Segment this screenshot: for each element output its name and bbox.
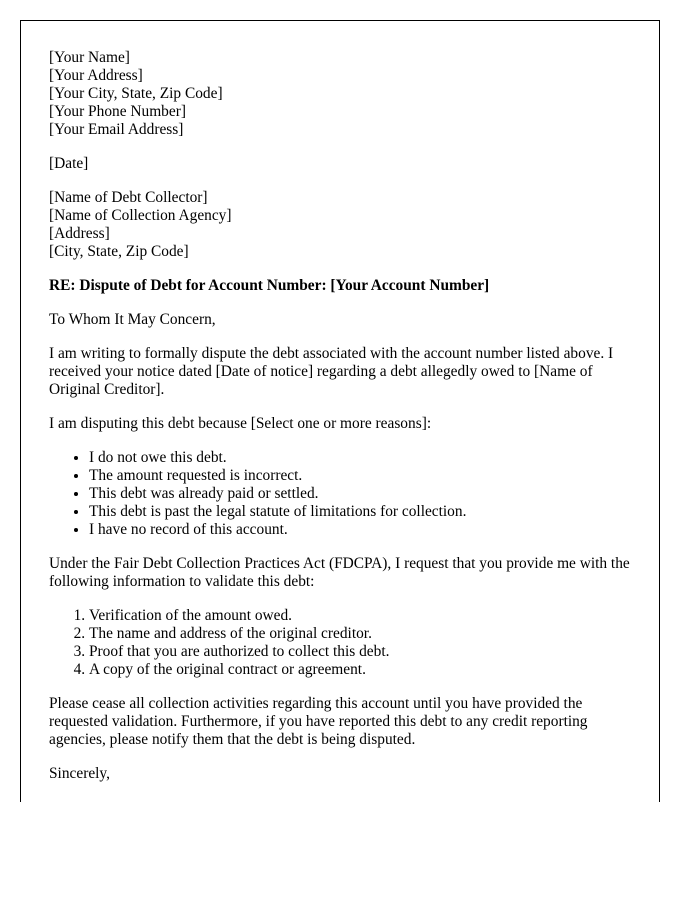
recipient-block [49, 189, 639, 261]
reasons-intro: I am disputing this debt because [Select one or more reasons]: [49, 415, 432, 432]
reason-item: • I do not owe this debt. [89, 449, 639, 467]
sender-address: [Your Address] [49, 67, 143, 84]
recipient-collector: [Name of Debt Collector] [49, 189, 208, 206]
date-block [49, 155, 639, 173]
validation-list [49, 607, 639, 679]
recipient-agency: [Name of Collection Agency] [49, 207, 232, 224]
sender-phone: [Your Phone Number] [49, 103, 186, 120]
sender-block [49, 49, 639, 139]
sender-email: [Your Email Address] [49, 121, 184, 138]
sender-name: [Your Name] [49, 49, 130, 66]
validation-item: 3. Proof that you are authorized to collect this debt. [89, 643, 639, 661]
reason-item: • I have no record of this account. [89, 521, 639, 539]
salutation: To Whom It May Concern, [49, 311, 216, 328]
reason-item: • The amount requested is incorrect. [89, 467, 639, 485]
validation-item: 4. A copy of the original contract or agreement. [89, 661, 639, 679]
sender-city-state-zip: [Your City, State, Zip Code] [49, 85, 223, 102]
reasons-list [49, 449, 639, 539]
intro-paragraph: I am writing to formally dispute the debt associated with the account number listed above. I received your notice dated [Date of notice] regarding a debt allegedly owed to [Name of Original Creditor]. [49, 345, 614, 398]
reason-item: • This debt is past the legal statute of limitations for collection. [89, 503, 639, 521]
validation-item: 2. The name and address of the original creditor. [89, 625, 639, 643]
signoff: Sincerely, [49, 765, 110, 782]
letter-page [20, 20, 660, 802]
subject-line: RE: Dispute of Debt for Account Number: [Your Account Number] [49, 277, 490, 294]
recipient-city-state-zip: [City, State, Zip Code] [49, 243, 189, 260]
validation-intro: Under the Fair Debt Collection Practices Act (FDCPA), I request that you provide me with the following information to validate this debt: [49, 555, 630, 590]
letter-content [49, 49, 639, 799]
reason-item: • This debt was already paid or settled. [89, 485, 639, 503]
recipient-address: [Address] [49, 225, 110, 242]
closing-paragraph: Please cease all collection activities regarding this account until you have provided the requested validation. Furthermore, if you have reported this debt to any credit reporting agencies, please notify them that the debt is being disputed. [49, 695, 588, 748]
validation-item: 1. Verification of the amount owed. [89, 607, 639, 625]
letter-date: [Date] [49, 155, 89, 172]
